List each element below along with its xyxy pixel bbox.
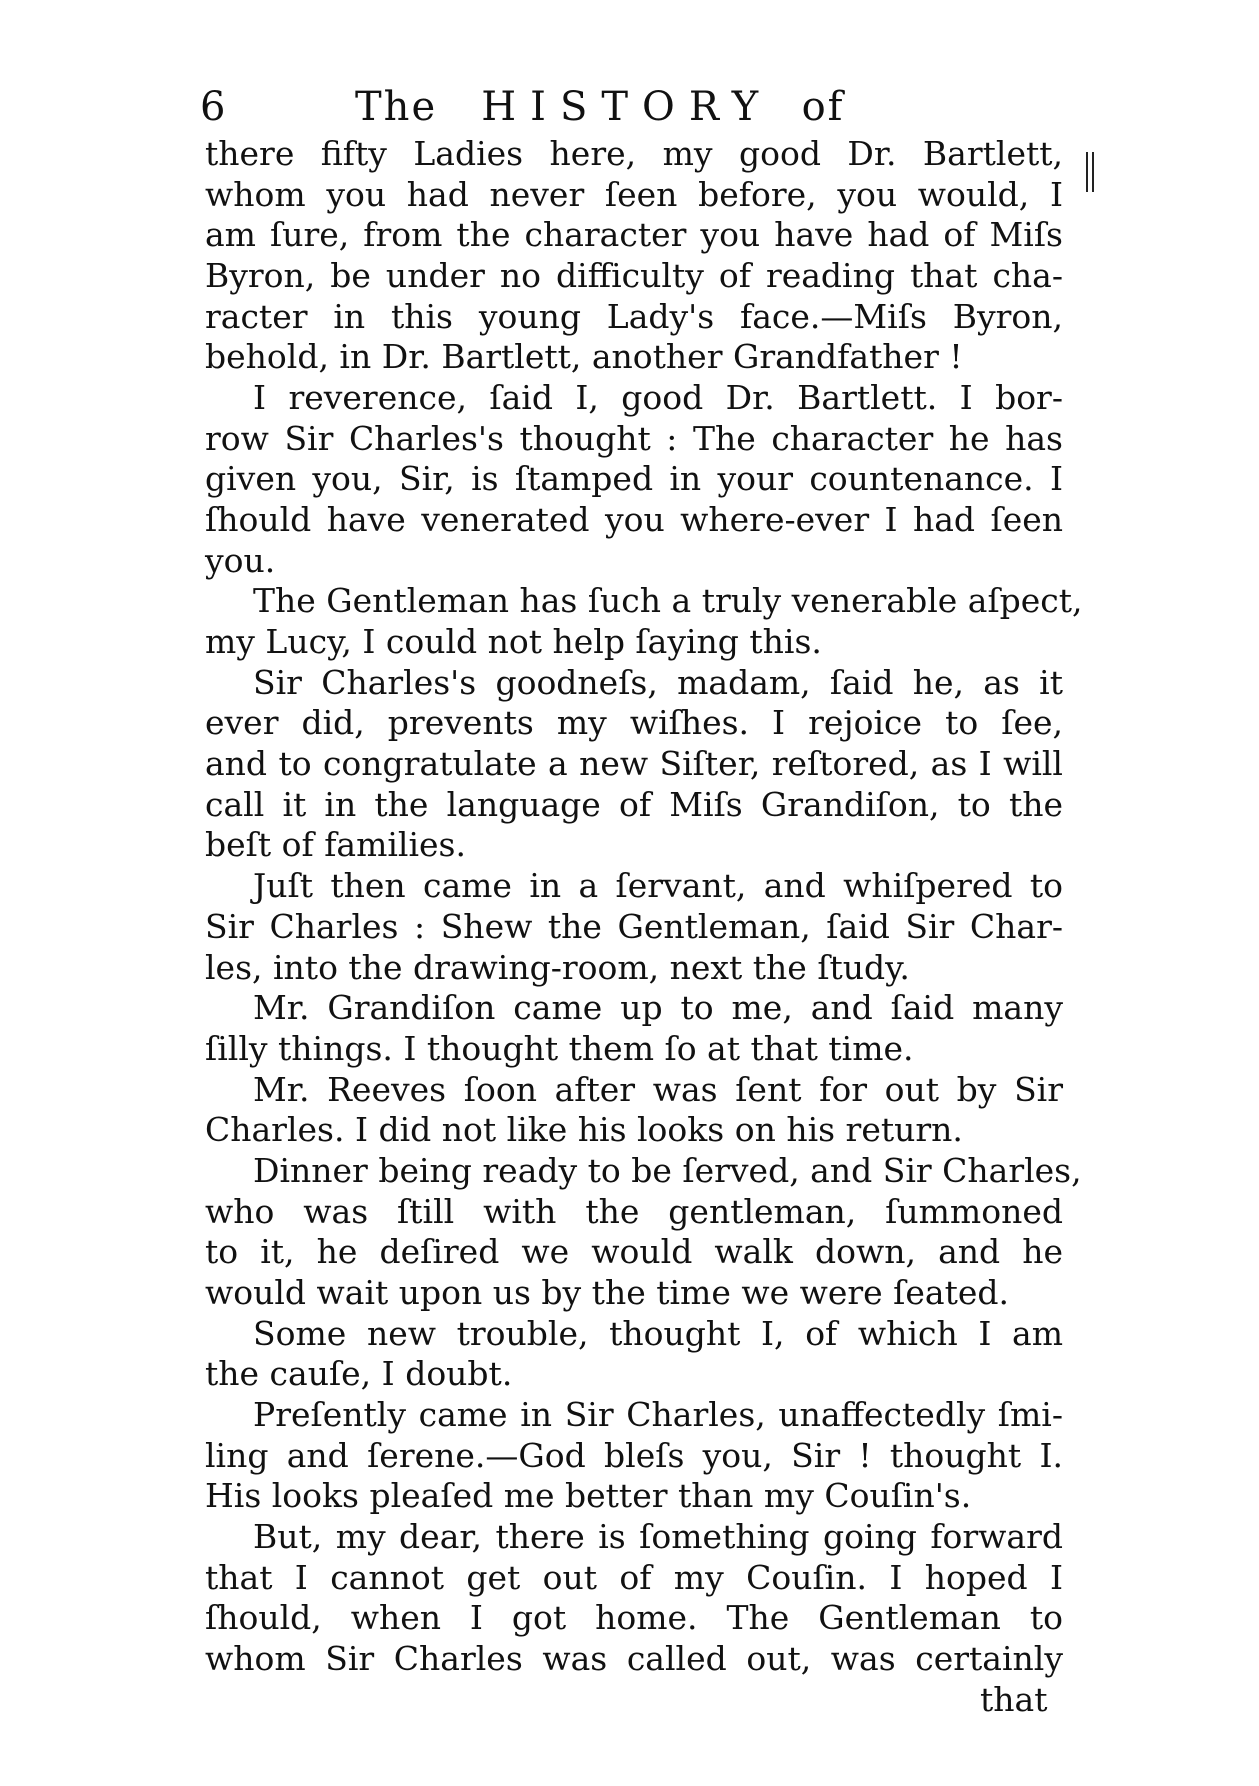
- text-line: whom you had never ſeen before, you would, I: [205, 175, 1063, 214]
- text-line: to it, he deſired we would walk down, and he: [205, 1232, 1063, 1271]
- text-line: who was ſtill with the gentleman, ſummoned: [205, 1192, 1063, 1231]
- text-line: behold, in Dr. Bartlett, another Grandfather !: [205, 337, 963, 376]
- text-line: given you, Sir, is ſtamped in your countenance. I: [205, 459, 1063, 498]
- text-line: the cauſe, I doubt.: [205, 1354, 513, 1393]
- text-line: ling and ſerene.—God bleſs you, Sir ! thought I.: [205, 1436, 1063, 1475]
- text-line: les, into the drawing-room, next the ſtudy.: [205, 948, 910, 987]
- text-line: His looks pleaſed me better than my Couſin's.: [205, 1476, 972, 1515]
- text-line: Charles. I did not like his looks on his return.: [205, 1110, 963, 1149]
- text-line: whom Sir Charles was called out, was certainly: [205, 1639, 1063, 1678]
- running-head: [355, 84, 844, 130]
- text-line: The Gentleman has ſuch a truly venerable aſpect,: [253, 581, 1083, 620]
- text-line: you.: [205, 541, 276, 580]
- text-line: am ſure, from the character you have had of Miſs: [205, 215, 1063, 254]
- text-line: Mr. Reeves ſoon after was ſent for out by Sir: [253, 1070, 1063, 1109]
- text-line: Mr. Grandiſon came up to me, and ſaid many: [253, 988, 1063, 1027]
- text-line: Dinner being ready to be ſerved, and Sir Charles,: [253, 1151, 1082, 1190]
- page-header: [200, 84, 1080, 140]
- text-line: I reverence, ſaid I, good Dr. Bartlett. I bor-: [253, 378, 1063, 417]
- text-line: ſhould have venerated you where-ever I had ſeen: [205, 500, 1063, 539]
- text-line: ever did, prevents my wiſhes. I rejoice to ſee,: [205, 703, 1063, 742]
- text-line: ſilly things. I thought them ſo at that time.: [205, 1029, 914, 1068]
- text-line: there fifty Ladies here, my good Dr. Bartlett,: [205, 134, 1063, 173]
- text-line: row Sir Charles's thought : The character he has: [205, 419, 1063, 458]
- text-line: call it in the language of Miſs Grandiſon, to the: [205, 785, 1063, 824]
- text-line: Sir Charles's goodneſs, madam, ſaid he, as it: [253, 663, 1063, 702]
- running-head-pre: The: [355, 84, 438, 130]
- running-head-caps: HISTORY: [481, 84, 773, 130]
- text-line: ſhould, when I got home. The Gentleman to: [205, 1598, 1063, 1637]
- catchword: that: [980, 1680, 1048, 1719]
- text-line: racter in this young Lady's face.—Miſs Byron,: [205, 297, 1063, 336]
- text-line: Some new trouble, thought I, of which I am: [253, 1314, 1063, 1353]
- page-number: 6: [200, 84, 226, 130]
- text-line: my Lucy, I could not help ſaying this.: [205, 622, 822, 661]
- text-line: beſt of families.: [205, 825, 466, 864]
- text-line: But, my dear, there is ſomething going forward: [253, 1517, 1063, 1556]
- text-line: that I cannot get out of my Couſin. I hoped I: [205, 1558, 1063, 1597]
- text-line: Sir Charles : Shew the Gentleman, ſaid Sir Char-: [205, 907, 1063, 946]
- text-line: Byron, be under no difficulty of reading that cha-: [205, 256, 1063, 295]
- text-line: Juſt then came in a ſervant, and whiſpered to: [253, 866, 1063, 905]
- text-line: Preſently came in Sir Charles, unaffectedly ſmi-: [253, 1395, 1063, 1434]
- text-line: and to congratulate a new Siſter, reſtored, as I will: [205, 744, 1063, 783]
- margin-bracket-mark: [1086, 152, 1094, 192]
- text-line: would wait upon us by the time we were ſeated.: [205, 1273, 1010, 1312]
- running-head-post: of: [801, 84, 845, 130]
